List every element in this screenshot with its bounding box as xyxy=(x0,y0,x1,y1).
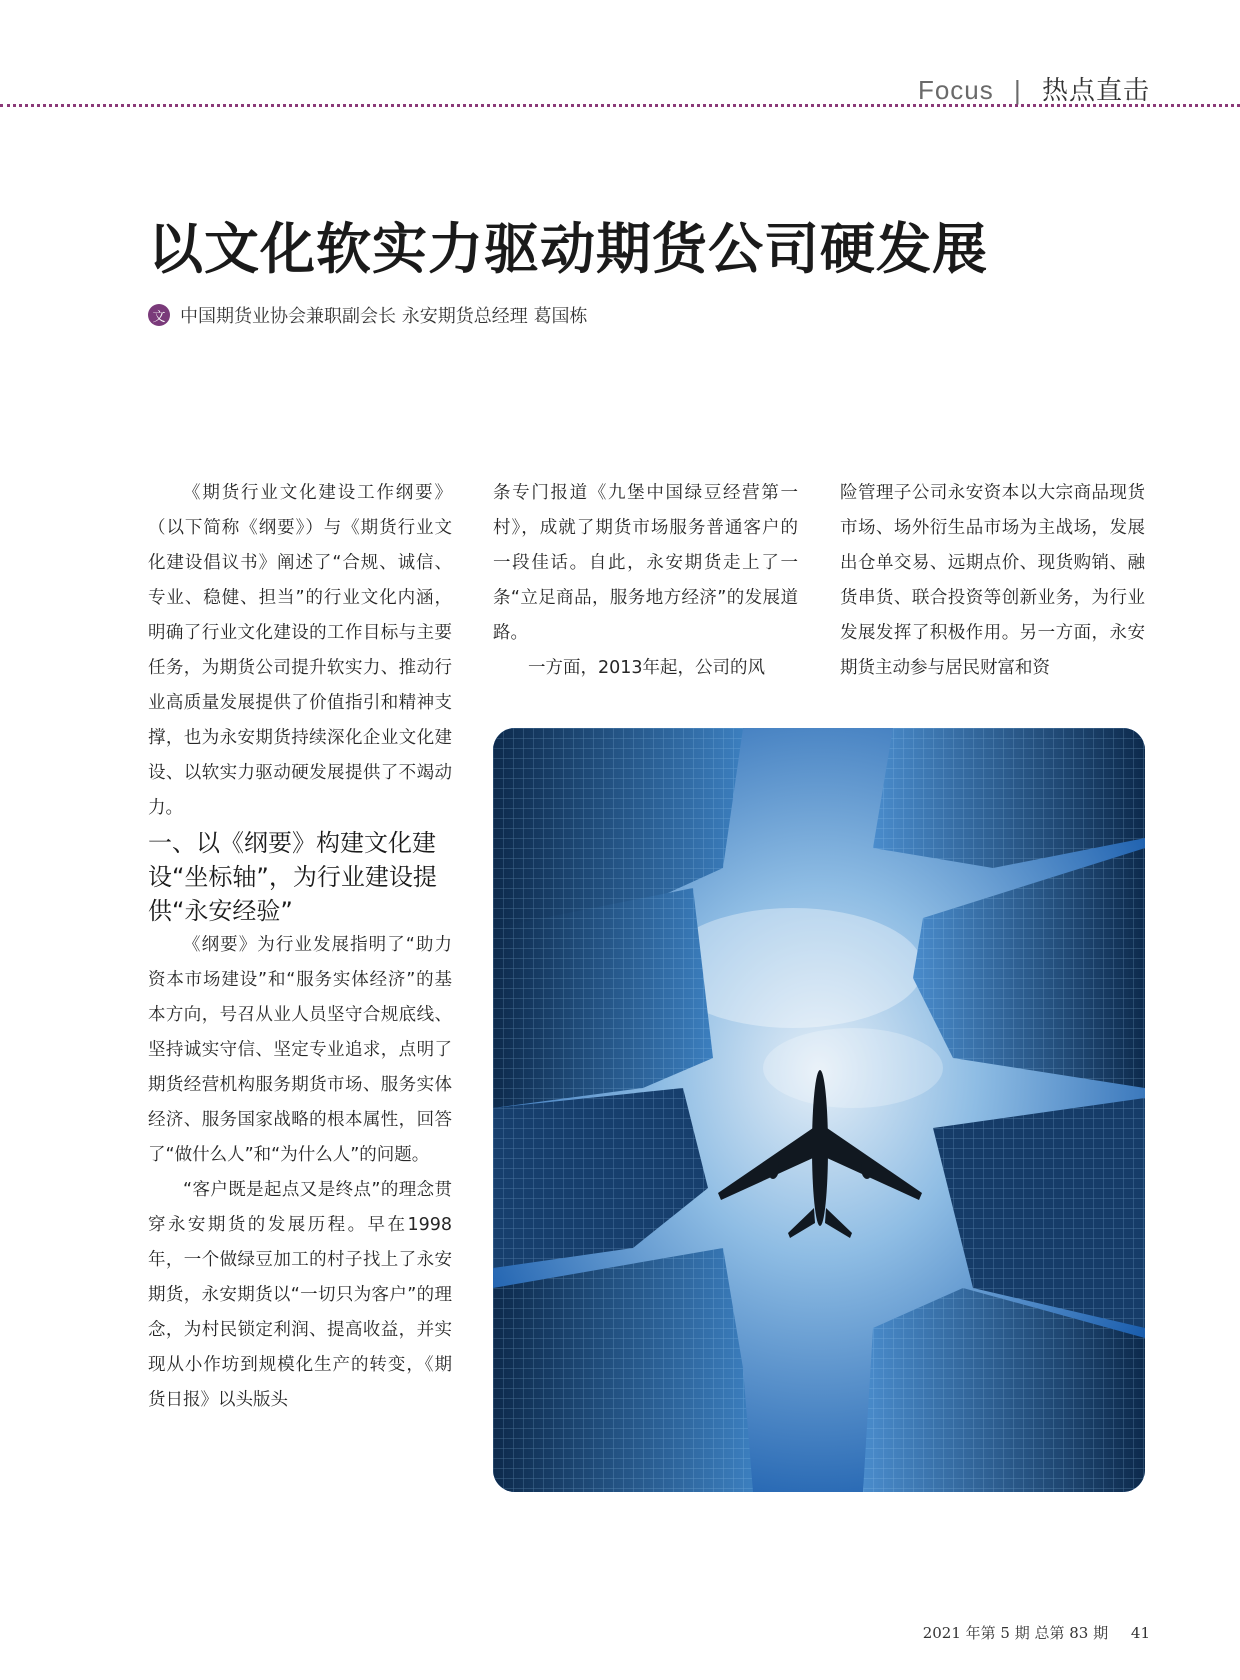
article-title: 以文化软实力驱动期货公司硬发展 xyxy=(148,217,989,281)
section-label-en: Focus xyxy=(917,75,994,105)
header-divider xyxy=(0,104,1240,107)
skyscrapers-airplane-photo xyxy=(493,728,1145,1492)
paragraph: 《期货行业文化建设工作纲要》（以下简称《纲要》）与《期货行业文化建设倡议书》阐述了“合规、诚信、专业、稳健、担当”的行业文化内涵，明确了行业文化建设的工作目标与主要任务，为期货公司提升软实力、推动行业高质量发展提供了价值指引和精神支撑，也为永安期货持续深化企业文化建设、以软实力驱动硬发展提供了不竭动力。 xyxy=(148,483,452,818)
author-text: 中国期货业协会兼职副会长 永安期货总经理 葛国栋 xyxy=(180,306,588,327)
author-badge-icon: 文 xyxy=(148,304,170,326)
issue-info: 2021 年第 5 期 总第 83 期 xyxy=(922,1624,1109,1642)
paragraph: 险管理子公司永安资本以大宗商品现货市场、场外衍生品市场为主战场，发展出仓单交易、远期点价、现货购销、融货串货、联合投资等创新业务，为行业发展发挥了积极作用。另一方面，永安期货主动参与居民财富和资 xyxy=(840,483,1145,678)
page-number: 41 xyxy=(1130,1624,1150,1642)
section-label-cn: 热点直击 xyxy=(1041,76,1150,106)
paragraph: “客户既是起点又是终点”的理念贯穿永安期货的发展历程。早在1998年，一个做绿豆加工的村子找上了永安期货，永安期货以“一切只为客户”的理念，为村民锁定利润、提高收益，并实现从小作坊到规模化生产的转变，《期货日报》以头版头 xyxy=(148,1180,452,1410)
text-column-2 xyxy=(493,476,798,686)
paragraph: 《纲要》为行业发展指明了“助力资本市场建设”和“服务实体经济”的基本方向，号召从业人员坚守合规底线、坚持诚实守信、坚定专业追求，点明了期货经营机构服务期货市场、服务实体经济、服务国家战略的根本属性，回答了“做什么人”和“为什么人”的问题。 xyxy=(148,935,452,1165)
text-column-3 xyxy=(840,476,1145,686)
text-column-1 xyxy=(148,476,452,1418)
page-footer xyxy=(923,1622,1150,1643)
section-heading: 一、以《纲要》构建文化建设“坐标轴”，为行业建设提供“永安经验” xyxy=(148,829,437,925)
section-separator: | xyxy=(1013,75,1022,105)
paragraph: 一方面，2013年起，公司的风 xyxy=(528,658,766,678)
section-header xyxy=(918,70,1150,107)
author-byline xyxy=(148,302,587,328)
paragraph: 条专门报道《九堡中国绿豆经营第一村》，成就了期货市场服务普通客户的一段佳话。自此，永安期货走上了一条“立足商品，服务地方经济”的发展道路。 xyxy=(493,483,798,643)
